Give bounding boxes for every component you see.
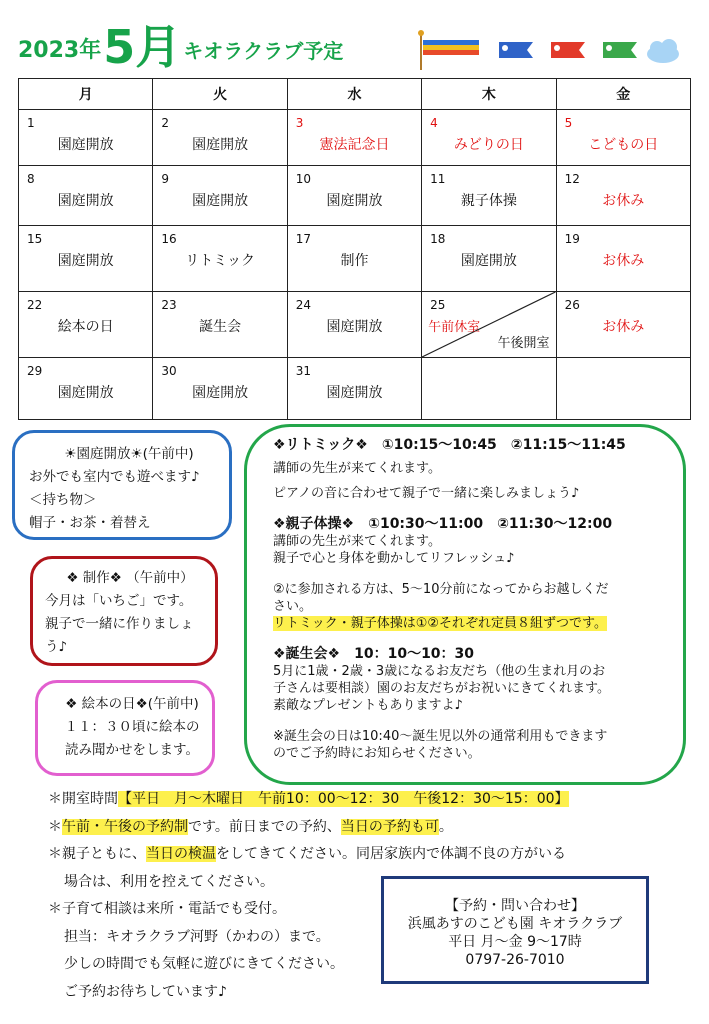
picture-book-title: ❖ 絵本の日❖(午前中): [65, 696, 199, 712]
day-number: 24: [295, 298, 312, 312]
contact-hours: 平日 月～金 9～17時: [448, 934, 582, 950]
day-number: 4: [430, 116, 438, 130]
day-cell: [287, 226, 421, 292]
day-cell-empty: [556, 358, 690, 420]
day-cell: [19, 166, 153, 226]
day-cell-empty: [422, 358, 556, 420]
health-note: [48, 841, 668, 869]
morning-closed-label: 午前休室: [428, 320, 481, 335]
day-cell: [556, 110, 690, 166]
temperature-check-highlight: 当日の検温: [146, 846, 216, 862]
weekday-fri: 金: [556, 79, 690, 110]
day-number: 5: [564, 116, 573, 130]
day-event: 園庭開放: [326, 385, 383, 401]
birthday-line: 素敵なプレゼントもありますよ♪: [273, 698, 463, 713]
day-cell: [287, 292, 421, 358]
day-event: お休み: [602, 253, 645, 269]
garden-open-info: [12, 430, 232, 540]
carp-streamer-pole-icon: [418, 30, 479, 70]
rhythmic-line: 講師の先生が来てくれます。: [273, 461, 441, 476]
day-event: 園庭開放: [57, 253, 114, 269]
reservation-note: [48, 814, 668, 842]
capacity-highlight: リトミック・親子体操は①②それぞれ定員８組ずつです。: [273, 616, 608, 631]
day-number: 9: [161, 172, 170, 186]
craft-info: [30, 556, 218, 666]
red-carp-icon: [551, 42, 585, 58]
day-event: みどりの日: [453, 137, 524, 153]
garden-open-line: ＜持ち物＞: [29, 492, 97, 508]
day-event: 園庭開放: [57, 137, 114, 153]
garden-open-line: お外でも室内でも遊べます♪: [29, 469, 200, 485]
picture-book-info: [35, 680, 215, 776]
day-cell: [153, 292, 287, 358]
day-event: 憲法記念日: [319, 137, 390, 153]
day-number: 23: [161, 298, 177, 312]
weekday-tue: 火: [153, 79, 287, 110]
health-note-cont: 場合は、利用を控えてください。: [64, 873, 274, 890]
consultation-contact: 担当：キオラクラブ河野（かわの）まで。: [64, 928, 330, 945]
rhythmic-title: ❖リトミック❖ ①10:15～10:45 ②11:15～11:45: [273, 437, 626, 453]
craft-line: 親子で一緒に作りましょ: [45, 616, 194, 632]
day-cell: [556, 226, 690, 292]
day-cell: [19, 292, 153, 358]
day-cell: [287, 358, 421, 420]
picture-book-line: 読み聞かせをします。: [65, 742, 199, 758]
day-cell: [556, 292, 690, 358]
afternoon-open-label: 午後開室: [497, 336, 550, 351]
day-event: 絵本の日: [57, 319, 114, 335]
day-number: 16: [161, 232, 177, 246]
note-prefix: ＊: [48, 818, 62, 835]
day-event: 親子体操: [460, 193, 517, 209]
day-cell-split: [422, 292, 556, 358]
day-number: 10: [295, 172, 312, 186]
day-number: 18: [430, 232, 446, 246]
craft-line: 今月は「いちご」です。: [45, 593, 193, 609]
day-number: 29: [27, 364, 43, 378]
day-number: 1: [27, 116, 35, 130]
cloud-icon: [647, 39, 679, 63]
gym-line: 親子で心と身体を動かしてリフレッシュ♪: [273, 551, 515, 566]
attendance-note: ②に参加される方は、5～10分前になってからお越しくだ: [273, 582, 609, 597]
day-cell: [19, 110, 153, 166]
opening-hours: [48, 786, 668, 814]
day-number: 25: [430, 298, 446, 312]
day-event: 園庭開放: [57, 385, 114, 401]
garden-open-title: ☀園庭開放☀(午前中): [64, 446, 194, 462]
day-cell: [153, 226, 287, 292]
consultation-note: ＊子育て相談は来所・電話でも受付。: [48, 901, 286, 917]
day-number: 19: [564, 232, 580, 246]
birthday-note: のでご予約時にお知らせください。: [273, 746, 481, 761]
day-cell: [153, 110, 287, 166]
health-text: をしてきてください。同居家族内で体調不良の方がいる: [216, 846, 566, 862]
day-event: 園庭開放: [326, 319, 383, 335]
picture-book-line: １１：３０頃に絵本の: [64, 719, 200, 735]
day-cell: [153, 166, 287, 226]
health-prefix: ＊親子ともに、: [48, 846, 146, 862]
rhythmic-line: ピアノの音に合わせて親子で一緒に楽しみましょう♪: [273, 486, 580, 501]
title-subtitle: キオラクラブ予定: [183, 39, 344, 63]
reservation-text: です。前日までの予約、: [188, 818, 341, 835]
day-event: こどもの日: [588, 137, 659, 153]
same-day-highlight: 当日の予約も可: [340, 818, 439, 835]
monthly-calendar: [18, 78, 691, 420]
day-event: 園庭開放: [460, 253, 517, 269]
activities-info: [244, 424, 686, 785]
contact-box: [381, 876, 649, 984]
day-event: 園庭開放: [192, 385, 249, 401]
weekday-wed: 水: [287, 79, 421, 110]
reservation-highlight: 午前・午後の予約制: [62, 818, 188, 835]
day-number: 17: [295, 232, 312, 246]
day-number: 22: [27, 298, 43, 312]
day-number: 26: [564, 298, 580, 312]
day-cell: [422, 166, 556, 226]
koinobori-decoration: [415, 30, 685, 70]
day-cell: [19, 358, 153, 420]
day-event: リトミック: [185, 253, 255, 269]
day-event: 誕生会: [199, 319, 242, 335]
title-year: 2023年: [18, 38, 102, 63]
blue-carp-icon: [499, 42, 533, 58]
day-event: お休み: [602, 193, 645, 209]
day-number: 12: [564, 172, 580, 186]
birthday-line: 5月に1歳・2歳・3歳になるお友だち（他の生まれ月のお: [273, 664, 606, 679]
day-event: 園庭開放: [326, 193, 383, 209]
day-number: 3: [295, 116, 304, 130]
consultation-line: ご予約お待ちしています♪: [64, 983, 227, 1000]
day-number: 31: [295, 364, 312, 378]
craft-title: ❖ 制作❖ （午前中）: [66, 570, 194, 586]
weekday-thu: 木: [422, 79, 556, 110]
day-cell: [422, 226, 556, 292]
green-carp-icon: [603, 42, 637, 58]
day-number: 8: [27, 172, 35, 186]
day-number: 2: [161, 116, 170, 130]
craft-line: う♪: [45, 639, 68, 655]
contact-phone: 0797-26-7010: [465, 952, 565, 968]
weekday-mon: 月: [19, 79, 153, 110]
birthday-note: ※誕生会の日は10:40～誕生児以外の通常利用もできます: [273, 729, 608, 744]
attendance-note: さい。: [273, 599, 313, 614]
parent-child-gym-title: ❖親子体操❖ ①10:30～11:00 ②11:30～12:00: [273, 516, 613, 532]
day-cell: [287, 110, 421, 166]
day-cell: [422, 110, 556, 166]
day-number: 30: [161, 364, 177, 378]
reservation-end: 。: [438, 818, 453, 835]
day-number: 11: [430, 172, 446, 186]
day-event: お休み: [602, 319, 645, 335]
opening-hours-value: 【平日 月～木曜日 午前10：00～12：30 午後12：30～15：00】: [118, 791, 569, 807]
day-event: 園庭開放: [57, 193, 114, 209]
consultation-line: 少しの時間でも気軽に遊びにきてください。: [64, 956, 344, 972]
day-number: 15: [27, 232, 43, 246]
opening-hours-label: ＊開室時間: [48, 791, 118, 807]
day-cell: [556, 166, 690, 226]
day-cell: [19, 226, 153, 292]
birthday-party-title: ❖誕生会❖ 10：10～10：30: [273, 646, 475, 662]
day-event: 園庭開放: [192, 193, 249, 209]
title-month: 5月: [103, 20, 182, 74]
day-cell: [287, 166, 421, 226]
page-title: [18, 18, 344, 74]
garden-open-line: 帽子・お茶・着替え: [29, 515, 151, 531]
contact-name: 浜風あすのこども園 キオラクラブ: [407, 916, 623, 932]
gym-line: 講師の先生が来てくれます。: [273, 534, 441, 549]
contact-title: 【予約・問い合わせ】: [445, 898, 585, 914]
day-cell: [153, 358, 287, 420]
day-event: 園庭開放: [192, 137, 249, 153]
birthday-line: 子さんは要相談）園のお友だちがお祝いにきてくれます。: [273, 681, 610, 696]
day-event: 制作: [340, 253, 369, 269]
